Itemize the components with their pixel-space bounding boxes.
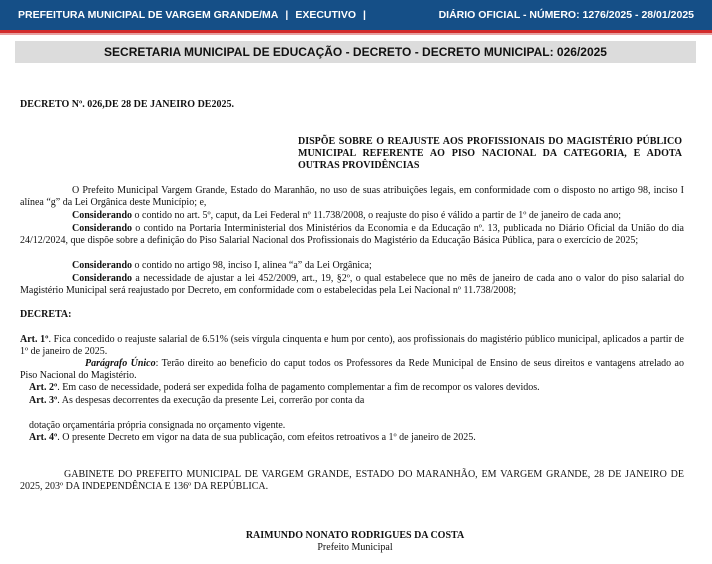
paragrafo-text: : Terão direito ao beneficio do caput todos os Professores da Rede Municipal de Ensino de seus direitos e vantagens atrelado ao Piso Nacional do Magistério. [20,358,684,381]
signer-name: RAIMUNDO NONATO RODRIGUES DA COSTA [245,530,465,541]
decreta-heading: DECRETA: [20,309,72,320]
article-2 [29,382,689,394]
article-text: . Fica concedido o reajuste salarial de 6.51% (seis vírgula cinquenta e hum por cento), aos profissionais do magistério público municipal, aplicados a partir de 1º de janeiro de 2025. [20,334,684,357]
article-3-continuation: dotação orçamentária própria consignada no orçamento vigente. [29,420,286,431]
article-label: Art. 4º [29,432,58,443]
article-4 [29,432,689,444]
header-separator: | [285,9,289,21]
gabinete-closing: GABINETE DO PREFEITO MUNICIPAL DE VARGEM GRANDE, ESTADO DO MARANHÃO, EM VARGEM GRANDE, 28 DE JANEIRO DE 2025, 203º DA INDEPENDÊNCIA E 136º DA REPÚBLICA. [20,469,684,492]
decree-heading: DECRETO Nº. 026,DE 28 DE JANEIRO DE2025. [20,99,234,110]
header-edition: DIÁRIO OFICIAL - NÚMERO: 1276/2025 - 28/01/2025 [438,9,694,21]
considerando-3 [20,260,684,272]
header-section: EXECUTIVO [295,9,357,21]
considerando-2 [20,223,684,247]
considerando-label: Considerando [72,260,133,271]
considerando-label: Considerando [72,223,133,234]
article-text: . Em caso de necessidade, poderá ser expedida folha de pagamento complementar a fim de recompor os valores devidos. [57,382,540,393]
article-label: Art. 2º [29,382,58,393]
page-title: SECRETARIA MUNICIPAL DE EDUCAÇÃO - DECRETO - DECRETO MUNICIPAL: 026/2025 [15,41,696,63]
considerando-text: o contido na Portaria Interministerial dos Ministérios da Economia e da Educação nº. 13, publicada no Diário Oficial da União do dia 24/12/2024, que dispõe sobre a definição do Piso Salarial Nacional dos Profissionais do Magistério da Educação Básica Pública, para o exercício de 2025; [20,223,684,246]
article-3 [29,395,689,407]
paragrafo-label: Parágrafo Único [85,358,156,369]
considerando-text: o contido no art. 5º, caput, da Lei Federal nº 11.738/2008, o reajuste do piso é válido a partir de 1º de janeiro de cada ano; [132,210,622,221]
considerando-label: Considerando [72,273,133,284]
article-label: Art. 1º [20,334,49,345]
considerando-text: a necessidade de ajustar a lei 452/2009, art., 19, §2º, o qual estabelece que no mês de janeiro de cada ano o valor do piso salarial do Magistério Municipal será reajustado por Decreto, em conformidade com o estabelecidas pela Lei Nacional nº 11.738/2008; [20,273,684,296]
considerando-label: Considerando [72,210,133,221]
article-label: Art. 3º [29,395,58,406]
considerando-1 [20,210,684,222]
paragrafo-unico [20,358,684,382]
signer-title: Prefeito Municipal [317,542,393,553]
article-text: . As despesas decorrentes da execução da presente Lei, correrão por conta da [57,395,365,406]
article-1 [20,334,684,358]
header-municipality: PREFEITURA MUNICIPAL DE VARGEM GRANDE/MA [18,9,279,21]
considerando-text: o contido no artigo 98, inciso I, alinea “a” da Lei Orgânica; [132,260,372,271]
decree-ementa: DISPÕE SOBRE O REAJUSTE AOS PROFISSIONAIS DO MAGISTÉRIO PÚBLICO MUNICIPAL REFERENTE AO PISO NACIONAL DA CATEGORIA, E ADOTA OUTRAS PROVIDÊNCIAS [298,136,682,171]
article-text: . O presente Decreto em vigor na data de sua publicação, com efeitos retroativos a 1º de janeiro de 2025. [57,432,476,443]
preamble: O Prefeito Municipal Vargem Grande, Estado do Maranhão, no uso de suas atribuições legais, em conformidade com o disposto no artigo 98, inciso I alínea “g” da Lei Orgânica deste Município; e, [20,185,684,208]
header-separator: | [363,9,366,21]
considerando-4 [20,273,684,297]
